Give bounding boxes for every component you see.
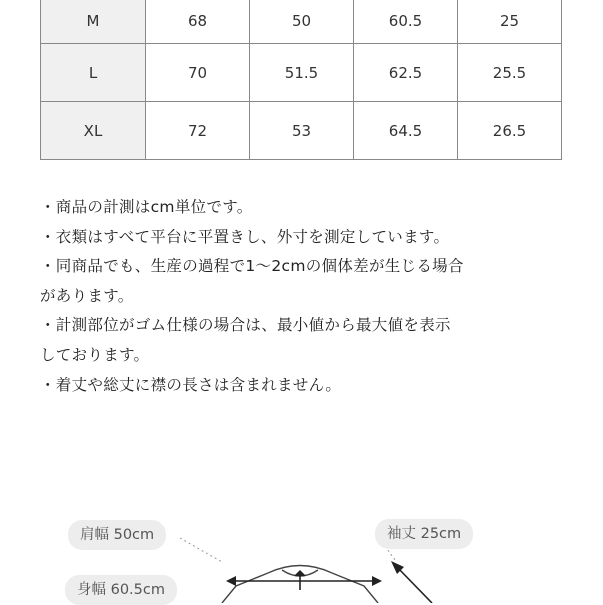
size-table: [40, 0, 562, 160]
sleeve-length-arrow: [396, 566, 432, 603]
body-width-label: 身幅 60.5cm: [65, 575, 177, 605]
table-cell: 26.5: [458, 102, 562, 160]
table-cell: 50: [250, 0, 354, 44]
table-cell: 62.5: [354, 44, 458, 102]
table-cell: 25.5: [458, 44, 562, 102]
table-cell: 53: [250, 102, 354, 160]
table-cell: 70: [146, 44, 250, 102]
note-line: しております。: [40, 345, 150, 364]
measurement-notes: [40, 193, 570, 400]
left-shoulder-outline: [222, 573, 268, 603]
table-cell: 64.5: [354, 102, 458, 160]
note-line: ・同商品でも、生産の過程で1〜2cmの個体差が生じる場合: [40, 257, 464, 276]
table-row: [41, 0, 562, 44]
note-line: ・計測部位がゴム仕様の場合は、最小値から最大値を表示: [40, 316, 451, 335]
measurement-diagram: [0, 500, 603, 603]
table-cell: 68: [146, 0, 250, 44]
sleeve-length-label: 袖丈 25cm: [375, 519, 473, 549]
arrow-head-right-icon: [372, 576, 382, 586]
size-cell: M: [41, 0, 146, 44]
note-line: ・着丈や総丈に襟の長さは含まれません。: [40, 375, 342, 394]
table-cell: 25: [458, 0, 562, 44]
shoulder-width-label: 肩幅 50cm: [68, 520, 166, 550]
arrow-head-up-icon: [294, 570, 306, 576]
size-cell: L: [41, 44, 146, 102]
table-cell: 60.5: [354, 0, 458, 44]
table-cell: 51.5: [250, 44, 354, 102]
size-cell: XL: [41, 102, 146, 160]
arrow-head-left-icon: [226, 576, 236, 586]
right-shoulder-outline: [332, 573, 378, 603]
table-row: [41, 44, 562, 102]
note-line: ・衣類はすべて平台に平置きし、外寸を測定しています。: [40, 227, 450, 246]
table-row: [41, 102, 562, 160]
shoulder-leader-line: [180, 538, 222, 562]
table-cell: 72: [146, 102, 250, 160]
note-line: があります。: [40, 286, 134, 305]
note-line: ・商品の計測はcm単位です。: [40, 198, 253, 216]
